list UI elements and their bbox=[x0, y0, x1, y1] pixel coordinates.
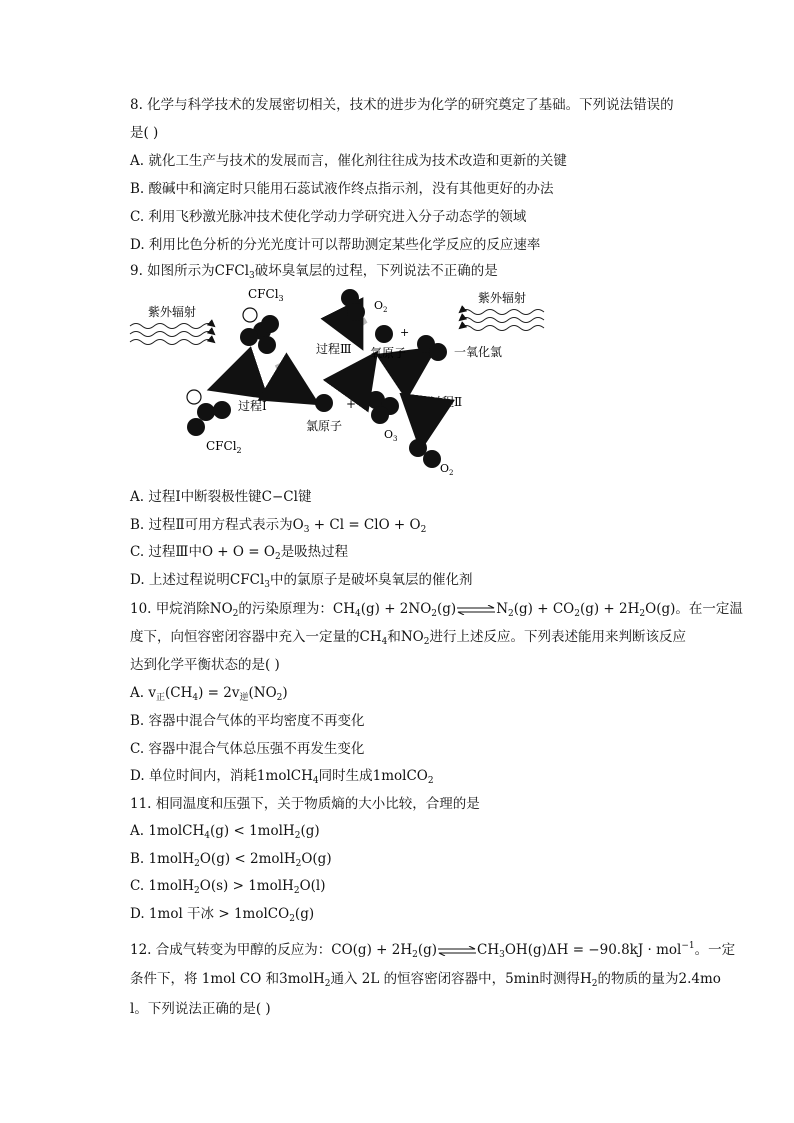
o2-top-label: $O_2$ bbox=[374, 299, 388, 314]
q11-option-a: A. 1molCH$_4$(g) < 1molH$_2$(g) bbox=[130, 823, 320, 841]
q11-option-c: C. 1molH$_2$O(s) > 1molH$_2$O(l) bbox=[130, 878, 326, 896]
q12-stem-line3: l。下列说法正确的是( ) bbox=[130, 1001, 271, 1017]
cfcl2-label: CFCl$_2$ bbox=[206, 439, 242, 455]
arrow-process1-left-icon bbox=[220, 364, 250, 386]
q8-stem-line1: 8. 化学与科学技术的发展密切相关，技术的进步为化学的研究奠定了基础。下列说法错误的 bbox=[130, 97, 674, 113]
q9-option-a: A. 过程Ⅰ中断裂极性键C−Cl键 bbox=[130, 489, 312, 505]
q9-option-c: C. 过程Ⅲ中$O + O = O_2$是吸热过程 bbox=[130, 544, 349, 562]
arrow-process3-back-icon bbox=[356, 320, 366, 340]
o3-label: $O_3$ bbox=[384, 428, 398, 443]
cfcl3-molecule-icon bbox=[240, 308, 279, 354]
cfcl3-label: CFCl$_3$ bbox=[248, 287, 284, 303]
process1-label: 过程Ⅰ bbox=[238, 399, 267, 413]
arrow-process2-down-icon bbox=[410, 412, 422, 438]
process2-label: 过程Ⅱ bbox=[430, 395, 463, 409]
plus-sign-1: + bbox=[346, 397, 357, 411]
q9-option-d: D. 上述过程说明CFCl$_3$中的氯原子是破坏臭氧层的催化剂 bbox=[130, 572, 473, 590]
q10-stem-line3: 达到化学平衡状态的是( ) bbox=[130, 657, 280, 673]
q11-option-d: D. 1mol 干冰 > 1molCO$_2$(g) bbox=[130, 906, 315, 924]
q8-option-b: B. 酸碱中和滴定时只能用石蕊试液作终点指示剂，没有其他更好的办法 bbox=[130, 181, 554, 197]
uv-left-label: 紫外辐射 bbox=[148, 305, 197, 319]
o-atom-label: 氧原子 bbox=[370, 346, 407, 360]
q12-stem-line2: 条件下，将 1mol CO 和3molH$_2$通入 2L 的恒容密闭容器中，5min时测得$H_2$的物质的量为2.4mo bbox=[130, 971, 721, 989]
q8-option-c: C. 利用飞秒激光脉冲技术使化学动力学研究进入分子动态学的领域 bbox=[130, 209, 527, 225]
q8-option-a: A. 就化工生产与技术的发展而言，催化剂往往成为技术改造和更新的关键 bbox=[130, 153, 567, 169]
o-atom-icon bbox=[375, 325, 393, 343]
q9-stem: 9. 如图所示为CFCl$_3$破坏臭氧层的过程，下列说法不正确的是 bbox=[130, 263, 498, 281]
q10-option-a: A. $v_正(CH_4) = 2v_逆(NO_2)$ bbox=[130, 685, 288, 703]
uv-right-label: 紫外辐射 bbox=[478, 291, 527, 305]
q10-option-c: C. 容器中混合气体总压强不再发生变化 bbox=[130, 741, 365, 757]
q10-option-d: D. 单位时间内，消耗1molCH$_4$同时生成1molCO$_2$ bbox=[130, 768, 434, 786]
cfcl2-molecule-icon bbox=[187, 390, 231, 436]
q8-stem-line2: 是( ) bbox=[130, 125, 159, 141]
q10-stem-line1: 10. 甲烷消除$NO_2$的污染原理为：$CH_4(g) + 2NO_2(g) N_2(g) + CO_2(g) + 2H_2O(g)$。在一定温 bbox=[130, 601, 743, 619]
ozone-depletion-diagram bbox=[120, 282, 560, 482]
uv-wave-left-icon bbox=[130, 324, 214, 345]
plus-sign-2: + bbox=[400, 326, 410, 339]
q8-option-d: D. 利用比色分析的分光光度计可以帮助测定某些化学反应的反应速率 bbox=[130, 237, 541, 253]
o3-molecule-icon bbox=[367, 391, 399, 424]
o2-bottom-molecule-icon bbox=[409, 439, 441, 468]
clo-label: 一氧化氯 bbox=[454, 345, 503, 359]
process3-label: 过程Ⅲ bbox=[316, 342, 352, 356]
arrow-process1-right-icon bbox=[278, 364, 308, 398]
cl-atom-icon bbox=[315, 394, 333, 412]
equilibrium-arrow-icon bbox=[437, 946, 477, 956]
arrow-process3-up-icon bbox=[342, 362, 370, 380]
q12-stem-line1: 12. 合成气转变为甲醇的反应为：$CO(g) + 2H_2(g) CH_3OH(g)\Delta H = -90.8kJ \cdot mol^{-1}$。一定 bbox=[130, 941, 736, 960]
q11-option-b: B. 1molH$_2$O(g) < 2molH$_2$O(g) bbox=[130, 851, 332, 869]
uv-wave-right-icon bbox=[460, 310, 544, 331]
q10-option-b: B. 容器中混合气体的平均密度不再变化 bbox=[130, 713, 365, 729]
arrow-process2-up-icon bbox=[406, 354, 426, 382]
o2-bottom-label: $O_2$ bbox=[440, 462, 454, 477]
q9-option-b: B. 过程Ⅱ可用方程式表示为$O_3 + Cl$ = ClO + $O_2$ bbox=[130, 517, 427, 535]
equilibrium-arrow-icon bbox=[456, 605, 496, 615]
cl-atom-label: 氯原子 bbox=[306, 419, 343, 433]
q11-stem: 11. 相同温度和压强下，关于物质熵的大小比较，合理的是 bbox=[130, 796, 480, 812]
q10-stem-line2: 度下，向恒容密闭容器中充入一定量的$CH_4$和$NO_2$进行上述反应。下列表述能用来判断该反应 bbox=[130, 629, 686, 647]
o2-top-molecule-icon bbox=[341, 289, 365, 321]
